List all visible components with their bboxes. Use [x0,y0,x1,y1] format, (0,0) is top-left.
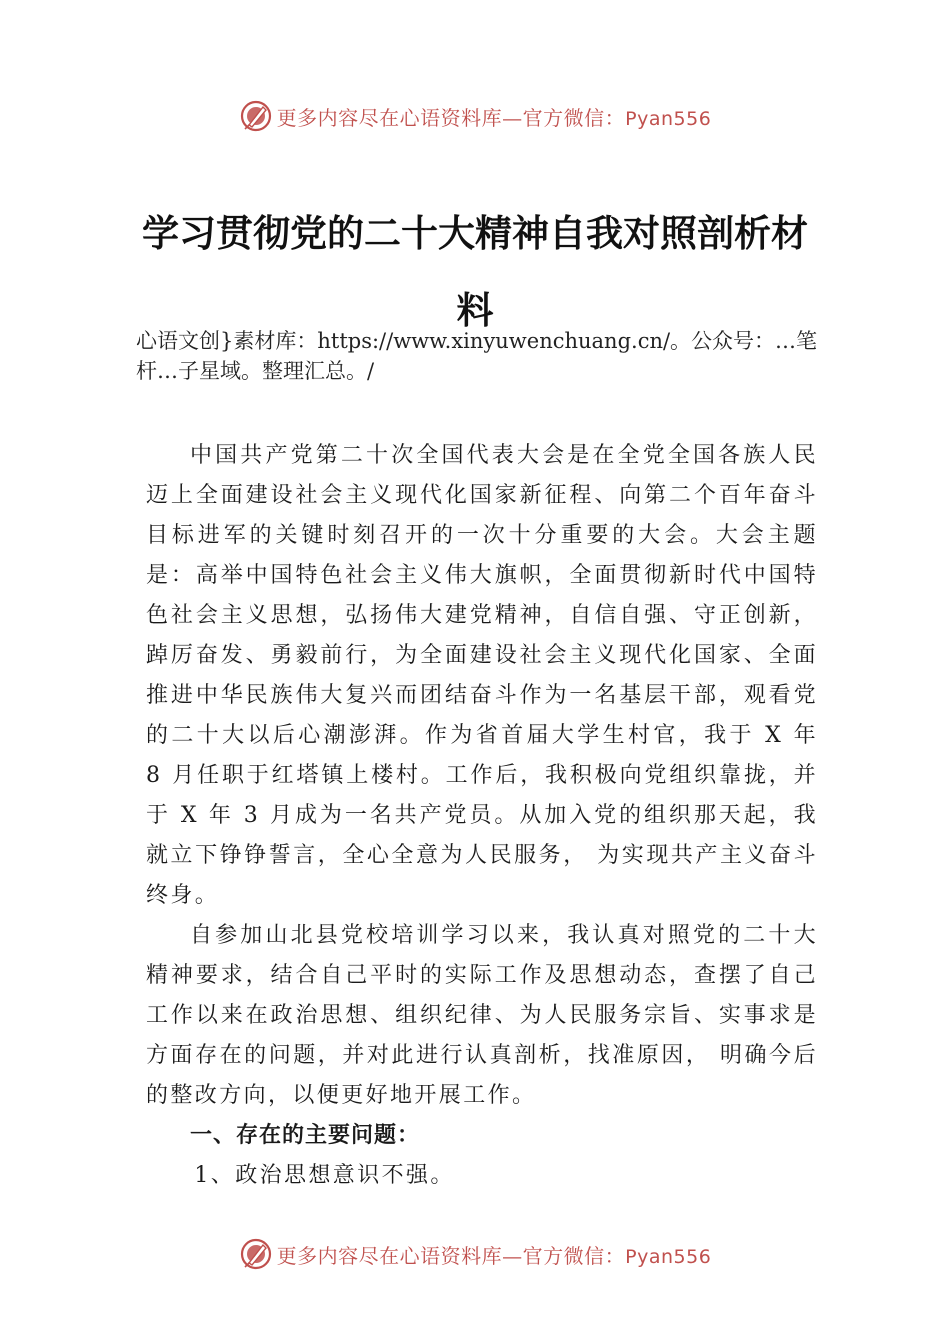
banner-text [277,1240,712,1269]
footer-watermark-banner [0,1234,950,1274]
pen-nib-logo-icon [239,1237,273,1271]
pen-nib-logo-icon [239,99,273,133]
banner-label: 更多内容尽在心语资料库—官方微信： [276,105,626,130]
paragraph-self-review: 自参加山北县党校培训学习以来，我认真对照党的二十大精神要求，结合自己平时的实际工作及思想动态，查摆了自己工作以来在政治思想、组织纪律、为人民服务宗旨、实事求是方面存在的问题，并对此进行认真剖析，找准原因， 明确今后的整改方向，以便更好地开展工作。 [146,923,818,1108]
source-attribution: 心语文创}素材库：https://www.xinyuwenchuang.cn/。公众号：…笔杆…子星域。整理汇总。/ [136,329,818,383]
list-item-political-awareness: 1、政治思想意识不强。 [194,1163,455,1188]
banner-wechat-id: Pyan556 [625,1245,712,1268]
document-title-line2: 料 [456,288,494,332]
banner-label: 更多内容尽在心语资料库—官方微信： [276,1243,626,1268]
paragraph-intro: 中国共产党第二十次全国代表大会是在全党全国各族人民迈上全面建设社会主义现代化国家新征程、向第二个百年奋斗目标进军的关键时刻召开的一次十分重要的大会。大会主题是：高举中国特色社会主义伟大旗帜，全面贯彻新时代中国特色社会主义思想，弘扬伟大建党精神，自信自强、守正创新，踔厉奋发、勇毅前行，为全面建设社会主义现代化国家、全面推进中华民族伟大复兴而团结奋斗作为一名基层干部，观看党的二十大以后心潮澎湃。作为省首届大学生村官，我于 X 年 8 月任职于红塔镇上楼村。工作后，我积极向党组织靠拢，并于 X 年 3 月成为一名共产党员。从加入党的组织那天起，我就立下铮铮誓言，全心全意为人民服务， 为实现共产主义奋斗终身。 [146,443,818,908]
document-title-line1: 学习贯彻党的二十大精神自我对照剖析材 [142,211,808,255]
header-watermark-banner [0,96,950,136]
banner-wechat-id: Pyan556 [625,107,712,130]
document-body [146,436,818,1196]
banner-text [277,102,712,131]
section-heading-problems: 一、存在的主要问题： [190,1123,421,1148]
